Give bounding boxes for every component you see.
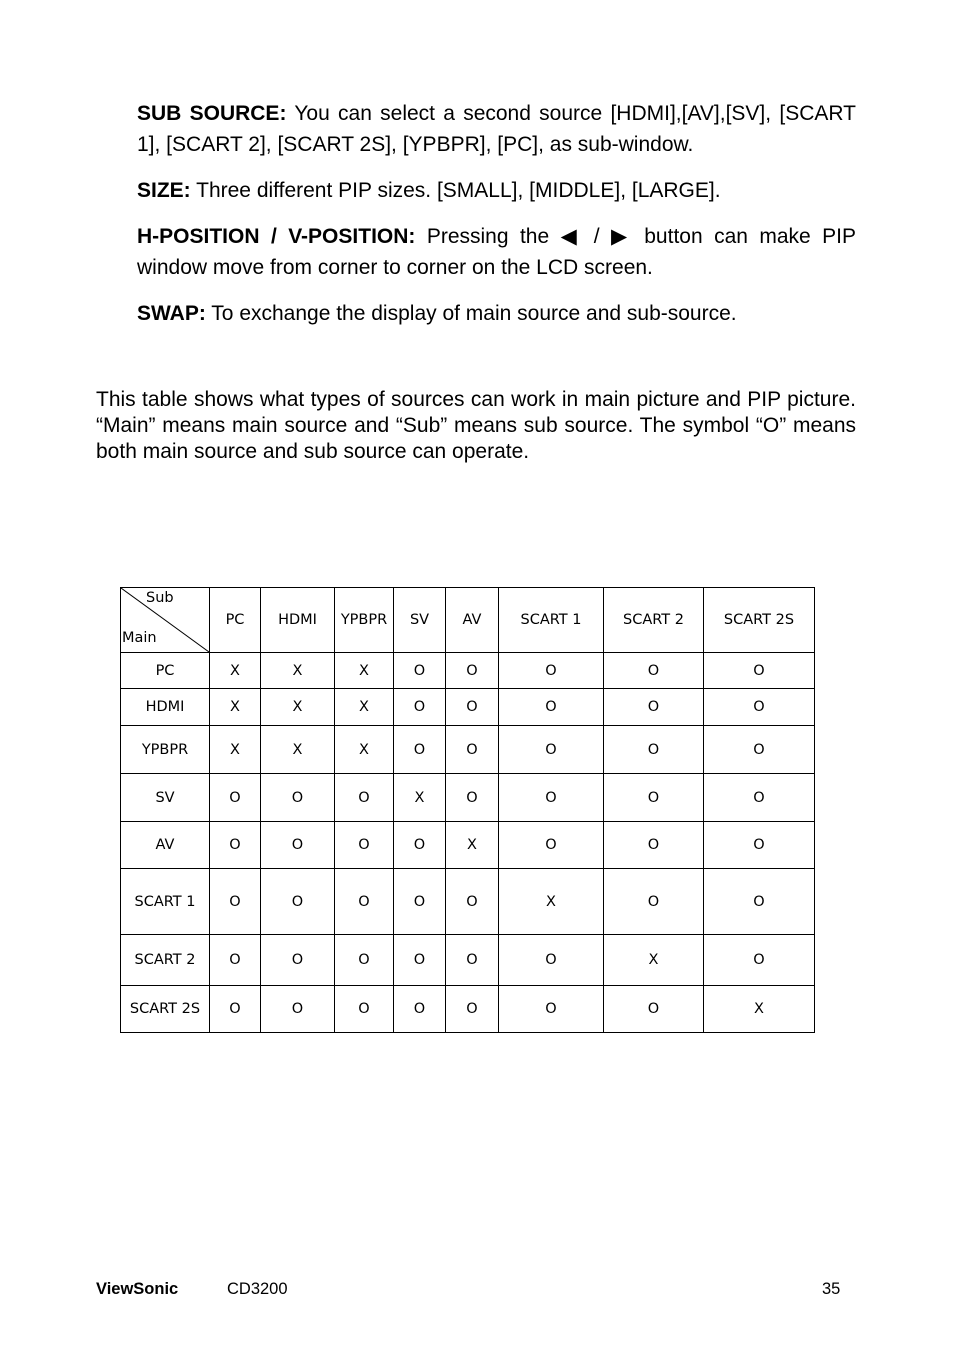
- table-cell: X: [446, 822, 499, 869]
- footer-model: CD3200: [227, 1280, 288, 1298]
- footer-page-number: 35: [822, 1280, 841, 1298]
- table-cell: O: [499, 935, 604, 986]
- table-cell: O: [446, 774, 499, 822]
- row-header: SCART 1: [121, 869, 210, 935]
- table-row: [121, 869, 815, 935]
- table-cell: O: [261, 822, 335, 869]
- table-cell: O: [335, 822, 394, 869]
- table-cell: X: [210, 653, 261, 689]
- row-header: SCART 2: [121, 935, 210, 986]
- position-paragraph: [137, 221, 856, 283]
- row-header: SCART 2S: [121, 986, 210, 1033]
- column-header: SV: [394, 588, 446, 653]
- table-cell: O: [704, 935, 815, 986]
- pip-compatibility-table: [120, 587, 815, 1033]
- table-cell: O: [210, 935, 261, 986]
- table-cell: O: [446, 986, 499, 1033]
- table-cell: O: [335, 774, 394, 822]
- table-cell: X: [210, 726, 261, 774]
- table-cell: O: [261, 869, 335, 935]
- table-cell: O: [604, 774, 704, 822]
- table-cell: O: [446, 726, 499, 774]
- table-cell: O: [604, 653, 704, 689]
- column-header: SCART 2: [604, 588, 704, 653]
- position-term: H-POSITION / V-POSITION:: [137, 225, 416, 248]
- swap-paragraph: [137, 298, 856, 329]
- table-cell: O: [499, 986, 604, 1033]
- size-paragraph: [137, 175, 856, 206]
- table-cell: O: [394, 935, 446, 986]
- table-cell: O: [446, 869, 499, 935]
- size-text: Three different PIP sizes. [SMALL], [MIDDLE], [LARGE].: [190, 179, 721, 202]
- table-cell: O: [704, 726, 815, 774]
- table-row: [121, 986, 815, 1033]
- table-cell: O: [499, 726, 604, 774]
- table-cell: X: [335, 689, 394, 726]
- column-header: YPBPR: [335, 588, 394, 653]
- table-cell: O: [704, 822, 815, 869]
- table-cell: X: [261, 689, 335, 726]
- table-row: [121, 774, 815, 822]
- table-cell: O: [335, 935, 394, 986]
- sub-source-text: You can select a second source [HDMI],[AV],[SV], [SCART 1], [SCART 2], [SCART 2S], [YPBPR], [PC], as sub-window.: [137, 102, 856, 156]
- table-cell: X: [499, 869, 604, 935]
- swap-text: To exchange the display of main source and sub-source.: [205, 302, 737, 325]
- table-cell: O: [499, 822, 604, 869]
- column-header: AV: [446, 588, 499, 653]
- table-cell: O: [394, 822, 446, 869]
- table-row: [121, 822, 815, 869]
- table-cell: O: [446, 935, 499, 986]
- table-cell: O: [604, 986, 704, 1033]
- footer-brand: ViewSonic: [96, 1280, 179, 1298]
- table-cell: X: [261, 653, 335, 689]
- column-header: SCART 1: [499, 588, 604, 653]
- table-cell: O: [394, 986, 446, 1033]
- position-text: Pressing the ◀ / ▶ button can make PIP window move from corner to corner on the LCD screen.: [137, 225, 856, 279]
- table-row: [121, 689, 815, 726]
- table-cell: O: [704, 869, 815, 935]
- table-cell: O: [394, 689, 446, 726]
- table-cell: X: [210, 689, 261, 726]
- table-row: [121, 653, 815, 689]
- table-cell: O: [704, 689, 815, 726]
- table-cell: X: [335, 726, 394, 774]
- table-cell: O: [446, 689, 499, 726]
- size-term: SIZE:: [137, 179, 191, 202]
- corner-sub-label: Sub: [146, 590, 174, 606]
- table-cell: O: [499, 774, 604, 822]
- row-header: SV: [121, 774, 210, 822]
- table-cell: O: [261, 935, 335, 986]
- row-header: AV: [121, 822, 210, 869]
- table-cell: O: [704, 653, 815, 689]
- sub-source-term: SUB SOURCE:: [137, 102, 287, 125]
- column-header: SCART 2S: [704, 588, 815, 653]
- corner-cell: [121, 588, 210, 653]
- pip-compatibility-table-wrap: [120, 587, 815, 1033]
- table-cell: X: [335, 653, 394, 689]
- table-cell: O: [394, 869, 446, 935]
- sub-source-paragraph: [137, 98, 856, 160]
- header-row: [121, 588, 815, 653]
- table-cell: O: [446, 653, 499, 689]
- corner-main-label: Main: [122, 630, 157, 646]
- row-header: YPBPR: [121, 726, 210, 774]
- table-cell: X: [704, 986, 815, 1033]
- table-cell: O: [335, 986, 394, 1033]
- table-intro: This table shows what types of sources can work in main picture and PIP picture. “Main” means main source and “Sub” means sub source. The symbol “O” means both main source and sub source can operate.: [96, 388, 856, 463]
- table-cell: O: [704, 774, 815, 822]
- table-cell: O: [394, 726, 446, 774]
- table-cell: O: [604, 726, 704, 774]
- table-cell: O: [261, 986, 335, 1033]
- row-header: PC: [121, 653, 210, 689]
- table-cell: O: [604, 689, 704, 726]
- table-cell: X: [394, 774, 446, 822]
- table-cell: X: [261, 726, 335, 774]
- table-row: [121, 935, 815, 986]
- table-cell: O: [394, 653, 446, 689]
- row-header: HDMI: [121, 689, 210, 726]
- table-cell: O: [604, 822, 704, 869]
- column-header: HDMI: [261, 588, 335, 653]
- table-cell: O: [335, 869, 394, 935]
- table-row: [121, 726, 815, 774]
- column-header: PC: [210, 588, 261, 653]
- table-cell: O: [210, 822, 261, 869]
- table-body: [121, 588, 815, 1033]
- table-cell: O: [499, 689, 604, 726]
- table-cell: O: [604, 869, 704, 935]
- table-cell: O: [499, 653, 604, 689]
- table-cell: O: [210, 774, 261, 822]
- table-cell: O: [261, 774, 335, 822]
- swap-term: SWAP:: [137, 302, 206, 325]
- table-cell: X: [604, 935, 704, 986]
- table-cell: O: [210, 869, 261, 935]
- table-cell: O: [210, 986, 261, 1033]
